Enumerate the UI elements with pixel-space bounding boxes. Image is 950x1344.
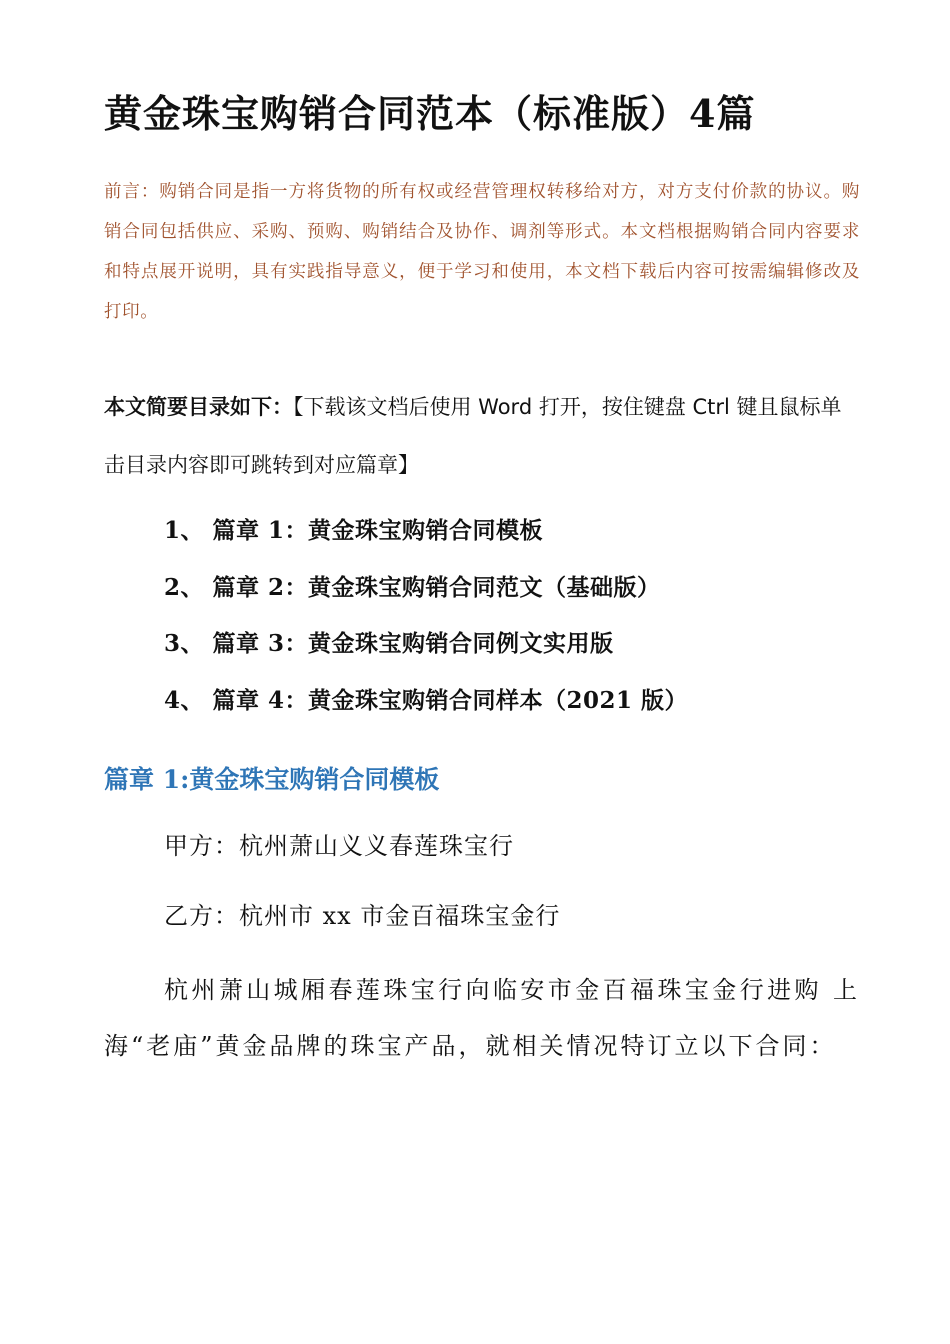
toc-heading [104, 378, 860, 494]
preface-paragraph: 前言：购销合同是指一方将货物的所有权或经营管理权转移给对方，对方支付价款的协议。购销合同包括供应、采购、预购、购销结合及协作、调剂等形式。本文档根据购销合同内容要求和特点展开说明，具有实践指导意义，便于学习和使用，本文档下载后内容可按需编辑修改及打印。 [104, 182, 860, 322]
toc-item-2[interactable]: 2、 篇章 2：黄金珠宝购销合同范文（基础版） [164, 573, 661, 601]
party-b-line: 乙方：杭州市 xx 市金百福珠宝金行 [164, 902, 561, 930]
toc-list [164, 503, 864, 729]
toc-heading-label: 本文简要目录如下： [104, 395, 293, 419]
toc-heading-note: 【下载该文档后使用 Word 打开，按住键盘 Ctrl 键且鼠标单击目录内容即可跳转到对应篇章】 [104, 395, 842, 477]
party-a-line: 甲方：杭州萧山义义春莲珠宝行 [164, 832, 514, 860]
toc-item-3[interactable]: 3、 篇章 3：黄金珠宝购销合同例文实用版 [164, 630, 614, 657]
toc-item-1[interactable]: 1、 篇章 1：黄金珠宝购销合同模板 [164, 517, 544, 544]
chapter-1-heading: 篇章 1:黄金珠宝购销合同模板 [104, 765, 440, 794]
contract-intro-paragraph: 杭州萧山城厢春莲珠宝行向临安市金百福珠宝金行进购 上海“老庙”黄金品牌的珠宝产品，就相关情况特订立以下合同： [104, 976, 860, 1060]
toc-item-4[interactable]: 4、 篇章 4：黄金珠宝购销合同样本（2021 版） [164, 686, 689, 714]
document-title: 黄金珠宝购销合同范本（标准版）4篇 [104, 91, 756, 136]
